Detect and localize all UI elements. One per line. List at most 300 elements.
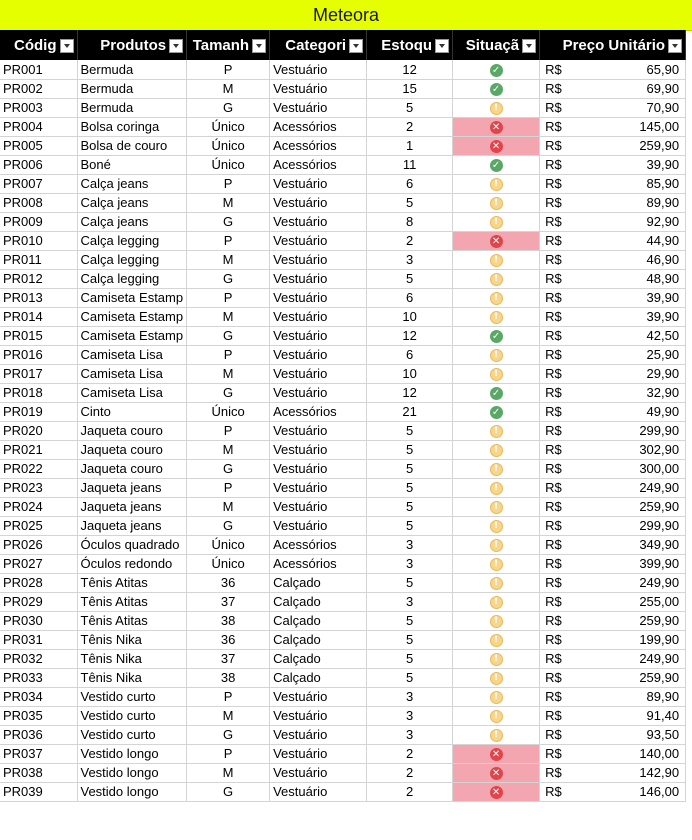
cell-preco[interactable] — [540, 763, 686, 782]
header-codigo[interactable] — [0, 30, 77, 60]
cell-tamanho[interactable]: M — [187, 79, 270, 98]
cell-preco[interactable] — [540, 459, 686, 478]
cell-produto[interactable]: Tênis Nika — [77, 630, 187, 649]
cell-categoria[interactable]: Vestuário — [270, 782, 367, 801]
cell-situacao[interactable] — [453, 440, 540, 459]
cell-situacao[interactable] — [453, 478, 540, 497]
cell-produto[interactable]: Calça jeans — [77, 174, 187, 193]
cell-tamanho[interactable]: P — [187, 478, 270, 497]
table-row — [0, 516, 686, 535]
cell-categoria[interactable]: Vestuário — [270, 706, 367, 725]
cell-situacao[interactable] — [453, 60, 540, 79]
cell-codigo[interactable]: PR006 — [0, 155, 77, 174]
cell-preco[interactable] — [540, 60, 686, 79]
cell-codigo[interactable]: PR014 — [0, 307, 77, 326]
cell-categoria[interactable]: Acessórios — [270, 117, 367, 136]
cell-situacao[interactable] — [453, 307, 540, 326]
cell-codigo[interactable]: PR033 — [0, 668, 77, 687]
cell-codigo[interactable]: PR024 — [0, 497, 77, 516]
cell-produto[interactable]: Vestido curto — [77, 725, 187, 744]
filter-dropdown-icon[interactable] — [169, 39, 183, 53]
cell-preco[interactable] — [540, 155, 686, 174]
cell-categoria[interactable]: Calçado — [270, 573, 367, 592]
cell-codigo[interactable]: PR010 — [0, 231, 77, 250]
cell-situacao[interactable] — [453, 98, 540, 117]
filter-dropdown-icon[interactable] — [522, 39, 536, 53]
cell-produto[interactable]: Camiseta Lisa — [77, 364, 187, 383]
cell-preco[interactable] — [540, 725, 686, 744]
cell-categoria[interactable]: Vestuário — [270, 212, 367, 231]
exclamation-circle-icon: ! — [490, 653, 503, 666]
cell-situacao[interactable] — [453, 155, 540, 174]
header-situacao[interactable] — [453, 30, 540, 60]
cell-preco[interactable] — [540, 668, 686, 687]
cell-preco[interactable] — [540, 345, 686, 364]
cell-situacao[interactable] — [453, 250, 540, 269]
cell-produto[interactable]: Calça jeans — [77, 193, 187, 212]
cell-preco[interactable] — [540, 592, 686, 611]
cell-tamanho[interactable]: G — [187, 212, 270, 231]
cell-situacao[interactable] — [453, 573, 540, 592]
cell-codigo[interactable]: PR026 — [0, 535, 77, 554]
cell-preco[interactable] — [540, 98, 686, 117]
cell-categoria[interactable]: Vestuário — [270, 98, 367, 117]
cell-codigo[interactable]: PR012 — [0, 269, 77, 288]
cell-codigo[interactable]: PR002 — [0, 79, 77, 98]
cell-situacao[interactable] — [453, 706, 540, 725]
cell-produto[interactable]: Óculos quadrado — [77, 535, 187, 554]
filter-dropdown-icon[interactable] — [60, 39, 74, 53]
cell-categoria[interactable]: Vestuário — [270, 364, 367, 383]
cell-tamanho[interactable]: P — [187, 345, 270, 364]
cell-estoque[interactable]: 5 — [367, 630, 453, 649]
cell-estoque[interactable]: 21 — [367, 402, 453, 421]
cell-preco[interactable] — [540, 573, 686, 592]
cell-estoque[interactable]: 11 — [367, 155, 453, 174]
cell-categoria[interactable]: Vestuário — [270, 269, 367, 288]
cell-tamanho[interactable]: Único — [187, 155, 270, 174]
cell-preco[interactable] — [540, 136, 686, 155]
cell-situacao[interactable] — [453, 421, 540, 440]
cell-codigo[interactable]: PR003 — [0, 98, 77, 117]
cell-situacao[interactable] — [453, 288, 540, 307]
cell-estoque[interactable]: 5 — [367, 516, 453, 535]
cell-categoria[interactable]: Vestuário — [270, 497, 367, 516]
cell-produto[interactable]: Boné — [77, 155, 187, 174]
cell-situacao[interactable] — [453, 725, 540, 744]
cell-estoque[interactable]: 5 — [367, 478, 453, 497]
cell-codigo[interactable]: PR004 — [0, 117, 77, 136]
cell-tamanho[interactable]: Único — [187, 136, 270, 155]
cell-tamanho[interactable]: Único — [187, 402, 270, 421]
cell-produto[interactable]: Tênis Atitas — [77, 611, 187, 630]
cell-situacao[interactable] — [453, 516, 540, 535]
cell-preco[interactable] — [540, 516, 686, 535]
cell-estoque[interactable]: 2 — [367, 763, 453, 782]
cell-situacao[interactable] — [453, 535, 540, 554]
cell-codigo[interactable]: PR023 — [0, 478, 77, 497]
cell-estoque[interactable]: 6 — [367, 174, 453, 193]
cell-tamanho[interactable]: 38 — [187, 668, 270, 687]
cell-tamanho[interactable]: P — [187, 60, 270, 79]
cell-codigo[interactable]: PR007 — [0, 174, 77, 193]
cell-produto[interactable]: Jaqueta couro — [77, 459, 187, 478]
cell-categoria[interactable]: Vestuário — [270, 60, 367, 79]
cell-preco[interactable] — [540, 744, 686, 763]
cell-produto[interactable]: Jaqueta couro — [77, 440, 187, 459]
cell-preco[interactable] — [540, 364, 686, 383]
cell-estoque[interactable]: 6 — [367, 288, 453, 307]
cell-categoria[interactable]: Calçado — [270, 611, 367, 630]
cell-situacao[interactable] — [453, 402, 540, 421]
cell-tamanho[interactable]: M — [187, 250, 270, 269]
cell-produto[interactable]: Bermuda — [77, 79, 187, 98]
sheet-title[interactable] — [0, 0, 692, 31]
cell-tamanho[interactable]: P — [187, 231, 270, 250]
header-preco-unitario[interactable] — [540, 30, 686, 60]
cell-categoria[interactable]: Vestuário — [270, 250, 367, 269]
exclamation-circle-icon: ! — [490, 102, 503, 115]
cell-estoque[interactable]: 3 — [367, 535, 453, 554]
cell-categoria[interactable]: Acessórios — [270, 554, 367, 573]
cell-produto[interactable]: Bolsa de couro — [77, 136, 187, 155]
cell-categoria[interactable]: Calçado — [270, 668, 367, 687]
cell-preco[interactable] — [540, 611, 686, 630]
cell-categoria[interactable]: Vestuário — [270, 516, 367, 535]
cell-preco[interactable] — [540, 326, 686, 345]
cell-estoque[interactable]: 3 — [367, 706, 453, 725]
cell-preco[interactable] — [540, 630, 686, 649]
cell-tamanho[interactable]: M — [187, 193, 270, 212]
cell-estoque[interactable]: 2 — [367, 117, 453, 136]
cell-codigo[interactable]: PR001 — [0, 60, 77, 79]
cell-estoque[interactable]: 1 — [367, 136, 453, 155]
cell-situacao[interactable] — [453, 630, 540, 649]
cell-estoque[interactable]: 5 — [367, 269, 453, 288]
cell-estoque[interactable]: 6 — [367, 345, 453, 364]
cell-situacao[interactable] — [453, 193, 540, 212]
cell-categoria[interactable]: Vestuário — [270, 763, 367, 782]
cell-estoque[interactable]: 5 — [367, 649, 453, 668]
filter-dropdown-icon[interactable] — [252, 39, 266, 53]
cell-tamanho[interactable]: 37 — [187, 649, 270, 668]
cell-tamanho[interactable]: G — [187, 459, 270, 478]
cell-estoque[interactable]: 12 — [367, 383, 453, 402]
cell-tamanho[interactable]: P — [187, 174, 270, 193]
cell-produto[interactable]: Óculos redondo — [77, 554, 187, 573]
cell-categoria[interactable]: Vestuário — [270, 440, 367, 459]
cell-tamanho[interactable]: P — [187, 421, 270, 440]
cell-preco[interactable] — [540, 554, 686, 573]
cell-tamanho[interactable]: 37 — [187, 592, 270, 611]
cell-tamanho[interactable]: G — [187, 326, 270, 345]
cell-preco[interactable] — [540, 478, 686, 497]
cell-preco[interactable] — [540, 402, 686, 421]
cell-estoque[interactable]: 12 — [367, 60, 453, 79]
cell-produto[interactable]: Calça legging — [77, 250, 187, 269]
cell-tamanho[interactable]: 36 — [187, 630, 270, 649]
cell-codigo[interactable]: PR039 — [0, 782, 77, 801]
cell-produto[interactable]: Cinto — [77, 402, 187, 421]
header-tamanho[interactable] — [187, 30, 270, 60]
cell-categoria[interactable]: Acessórios — [270, 155, 367, 174]
cell-estoque[interactable]: 5 — [367, 611, 453, 630]
cell-produto[interactable]: Jaqueta couro — [77, 421, 187, 440]
cell-categoria[interactable]: Vestuário — [270, 79, 367, 98]
cell-produto[interactable]: Jaqueta jeans — [77, 478, 187, 497]
cell-preco[interactable] — [540, 250, 686, 269]
cell-preco[interactable] — [540, 288, 686, 307]
cell-situacao[interactable] — [453, 174, 540, 193]
cell-produto[interactable]: Tênis Nika — [77, 668, 187, 687]
cell-codigo[interactable]: PR034 — [0, 687, 77, 706]
cell-produto[interactable]: Tênis Atitas — [77, 592, 187, 611]
cell-estoque[interactable]: 3 — [367, 554, 453, 573]
cell-codigo[interactable]: PR005 — [0, 136, 77, 155]
cell-categoria[interactable]: Vestuário — [270, 288, 367, 307]
cell-preco[interactable] — [540, 440, 686, 459]
cell-categoria[interactable]: Acessórios — [270, 136, 367, 155]
cell-tamanho[interactable]: G — [187, 269, 270, 288]
cell-situacao[interactable] — [453, 459, 540, 478]
cell-produto[interactable]: Tênis Atitas — [77, 573, 187, 592]
filter-dropdown-icon[interactable] — [668, 39, 682, 53]
cell-produto[interactable]: Camiseta Estamp — [77, 307, 187, 326]
cell-tamanho[interactable]: Único — [187, 535, 270, 554]
cell-categoria[interactable]: Vestuário — [270, 687, 367, 706]
header-categoria[interactable] — [270, 30, 367, 60]
cell-situacao[interactable] — [453, 744, 540, 763]
cell-codigo[interactable]: PR016 — [0, 345, 77, 364]
currency-symbol: R$ — [545, 708, 562, 723]
cell-estoque[interactable]: 3 — [367, 687, 453, 706]
cell-categoria[interactable]: Vestuário — [270, 478, 367, 497]
cell-preco[interactable] — [540, 307, 686, 326]
cell-tamanho[interactable]: M — [187, 763, 270, 782]
cell-produto[interactable]: Tênis Nika — [77, 649, 187, 668]
cell-produto[interactable]: Camiseta Estamp — [77, 326, 187, 345]
cell-produto[interactable]: Calça jeans — [77, 212, 187, 231]
cell-situacao[interactable] — [453, 649, 540, 668]
cell-preco[interactable] — [540, 497, 686, 516]
cell-codigo[interactable]: PR020 — [0, 421, 77, 440]
cell-codigo[interactable]: PR019 — [0, 402, 77, 421]
cell-preco[interactable] — [540, 231, 686, 250]
cell-categoria[interactable]: Vestuário — [270, 326, 367, 345]
cell-preco[interactable] — [540, 383, 686, 402]
cell-produto[interactable]: Vestido curto — [77, 687, 187, 706]
cell-estoque[interactable]: 5 — [367, 459, 453, 478]
cell-codigo[interactable]: PR025 — [0, 516, 77, 535]
cell-produto[interactable]: Bermuda — [77, 60, 187, 79]
cell-estoque[interactable]: 2 — [367, 231, 453, 250]
cell-tamanho[interactable]: G — [187, 782, 270, 801]
cell-situacao[interactable] — [453, 687, 540, 706]
cell-situacao[interactable] — [453, 79, 540, 98]
cell-codigo[interactable]: PR008 — [0, 193, 77, 212]
cell-preco[interactable] — [540, 117, 686, 136]
cell-categoria[interactable]: Vestuário — [270, 231, 367, 250]
cell-situacao[interactable] — [453, 497, 540, 516]
cell-preco[interactable] — [540, 174, 686, 193]
cell-tamanho[interactable]: Único — [187, 554, 270, 573]
cell-codigo[interactable]: PR013 — [0, 288, 77, 307]
cell-categoria[interactable]: Acessórios — [270, 402, 367, 421]
cell-produto[interactable]: Bermuda — [77, 98, 187, 117]
cell-situacao[interactable] — [453, 668, 540, 687]
cell-tamanho[interactable]: 38 — [187, 611, 270, 630]
cell-tamanho[interactable]: M — [187, 706, 270, 725]
cell-produto[interactable]: Calça legging — [77, 269, 187, 288]
cell-estoque[interactable]: 15 — [367, 79, 453, 98]
filter-dropdown-icon[interactable] — [435, 39, 449, 53]
cell-preco[interactable] — [540, 782, 686, 801]
cell-produto[interactable]: Camiseta Estamp — [77, 288, 187, 307]
cell-categoria[interactable]: Vestuário — [270, 459, 367, 478]
cell-produto[interactable]: Calça legging — [77, 231, 187, 250]
cell-tamanho[interactable]: M — [187, 440, 270, 459]
cell-codigo[interactable]: PR028 — [0, 573, 77, 592]
cell-estoque[interactable]: 5 — [367, 668, 453, 687]
cell-codigo[interactable]: PR022 — [0, 459, 77, 478]
cell-estoque[interactable]: 5 — [367, 193, 453, 212]
cell-tamanho[interactable]: G — [187, 98, 270, 117]
cell-codigo[interactable]: PR030 — [0, 611, 77, 630]
cell-estoque[interactable]: 2 — [367, 782, 453, 801]
cell-situacao[interactable] — [453, 782, 540, 801]
cell-tamanho[interactable]: G — [187, 725, 270, 744]
cell-preco[interactable] — [540, 79, 686, 98]
cell-tamanho[interactable]: G — [187, 383, 270, 402]
cell-estoque[interactable]: 5 — [367, 440, 453, 459]
cell-categoria[interactable]: Vestuário — [270, 421, 367, 440]
cell-categoria[interactable]: Vestuário — [270, 174, 367, 193]
cell-tamanho[interactable]: M — [187, 364, 270, 383]
cell-estoque[interactable]: 12 — [367, 326, 453, 345]
x-circle-icon: ✕ — [490, 140, 503, 153]
cell-preco[interactable] — [540, 212, 686, 231]
cell-codigo[interactable]: PR032 — [0, 649, 77, 668]
table-row — [0, 60, 686, 79]
cell-preco[interactable] — [540, 269, 686, 288]
cell-codigo[interactable]: PR035 — [0, 706, 77, 725]
exclamation-circle-icon: ! — [490, 444, 503, 457]
cell-codigo[interactable]: PR011 — [0, 250, 77, 269]
cell-estoque[interactable]: 3 — [367, 592, 453, 611]
cell-preco[interactable] — [540, 649, 686, 668]
cell-codigo[interactable]: PR036 — [0, 725, 77, 744]
cell-categoria[interactable]: Calçado — [270, 649, 367, 668]
cell-codigo[interactable]: PR037 — [0, 744, 77, 763]
cell-tamanho[interactable]: P — [187, 288, 270, 307]
cell-estoque[interactable]: 5 — [367, 573, 453, 592]
cell-codigo[interactable]: PR009 — [0, 212, 77, 231]
cell-codigo[interactable]: PR021 — [0, 440, 77, 459]
cell-estoque[interactable]: 5 — [367, 421, 453, 440]
cell-preco[interactable] — [540, 535, 686, 554]
cell-tamanho[interactable]: 36 — [187, 573, 270, 592]
cell-estoque[interactable]: 5 — [367, 497, 453, 516]
cell-produto[interactable]: Vestido longo — [77, 744, 187, 763]
cell-situacao[interactable] — [453, 345, 540, 364]
cell-codigo[interactable]: PR015 — [0, 326, 77, 345]
cell-situacao[interactable] — [453, 212, 540, 231]
cell-categoria[interactable]: Calçado — [270, 592, 367, 611]
cell-situacao[interactable] — [453, 592, 540, 611]
cell-tamanho[interactable]: P — [187, 744, 270, 763]
table-row — [0, 478, 686, 497]
cell-preco[interactable] — [540, 706, 686, 725]
cell-codigo[interactable]: PR031 — [0, 630, 77, 649]
cell-situacao[interactable] — [453, 364, 540, 383]
cell-situacao[interactable] — [453, 554, 540, 573]
header-produtos[interactable] — [77, 30, 187, 60]
header-estoque[interactable] — [367, 30, 453, 60]
cell-estoque[interactable]: 2 — [367, 744, 453, 763]
cell-produto[interactable]: Jaqueta jeans — [77, 497, 187, 516]
cell-categoria[interactable]: Vestuário — [270, 383, 367, 402]
cell-situacao[interactable] — [453, 117, 540, 136]
cell-situacao[interactable] — [453, 269, 540, 288]
cell-categoria[interactable]: Acessórios — [270, 535, 367, 554]
cell-codigo[interactable]: PR018 — [0, 383, 77, 402]
cell-situacao[interactable] — [453, 763, 540, 782]
filter-dropdown-icon[interactable] — [349, 39, 363, 53]
cell-produto[interactable]: Camiseta Lisa — [77, 383, 187, 402]
cell-codigo[interactable]: PR027 — [0, 554, 77, 573]
cell-situacao[interactable] — [453, 136, 540, 155]
cell-produto[interactable]: Jaqueta jeans — [77, 516, 187, 535]
cell-produto[interactable]: Camiseta Lisa — [77, 345, 187, 364]
cell-estoque[interactable]: 8 — [367, 212, 453, 231]
cell-categoria[interactable]: Vestuário — [270, 345, 367, 364]
cell-tamanho[interactable]: Único — [187, 117, 270, 136]
cell-estoque[interactable]: 10 — [367, 307, 453, 326]
cell-situacao[interactable] — [453, 326, 540, 345]
cell-categoria[interactable]: Vestuário — [270, 744, 367, 763]
cell-codigo[interactable]: PR017 — [0, 364, 77, 383]
cell-situacao[interactable] — [453, 383, 540, 402]
cell-situacao[interactable] — [453, 611, 540, 630]
cell-preco[interactable] — [540, 421, 686, 440]
cell-tamanho[interactable]: G — [187, 516, 270, 535]
cell-tamanho[interactable]: P — [187, 687, 270, 706]
cell-tamanho[interactable]: M — [187, 307, 270, 326]
cell-produto[interactable]: Bolsa coringa — [77, 117, 187, 136]
cell-tamanho[interactable]: M — [187, 497, 270, 516]
cell-estoque[interactable]: 3 — [367, 250, 453, 269]
cell-codigo[interactable]: PR029 — [0, 592, 77, 611]
cell-situacao[interactable] — [453, 231, 540, 250]
currency-symbol: R$ — [545, 594, 562, 609]
cell-categoria[interactable]: Vestuário — [270, 193, 367, 212]
cell-produto[interactable]: Vestido longo — [77, 782, 187, 801]
cell-preco[interactable] — [540, 193, 686, 212]
cell-produto[interactable]: Vestido longo — [77, 763, 187, 782]
cell-categoria[interactable]: Vestuário — [270, 725, 367, 744]
cell-preco[interactable] — [540, 687, 686, 706]
cell-categoria[interactable]: Vestuário — [270, 307, 367, 326]
cell-produto[interactable]: Vestido curto — [77, 706, 187, 725]
cell-codigo[interactable]: PR038 — [0, 763, 77, 782]
currency-symbol: R$ — [545, 233, 562, 248]
cell-estoque[interactable]: 5 — [367, 98, 453, 117]
exclamation-circle-icon: ! — [490, 691, 503, 704]
cell-estoque[interactable]: 10 — [367, 364, 453, 383]
cell-categoria[interactable]: Calçado — [270, 630, 367, 649]
cell-estoque[interactable]: 3 — [367, 725, 453, 744]
price-value: 42,50 — [646, 328, 680, 343]
